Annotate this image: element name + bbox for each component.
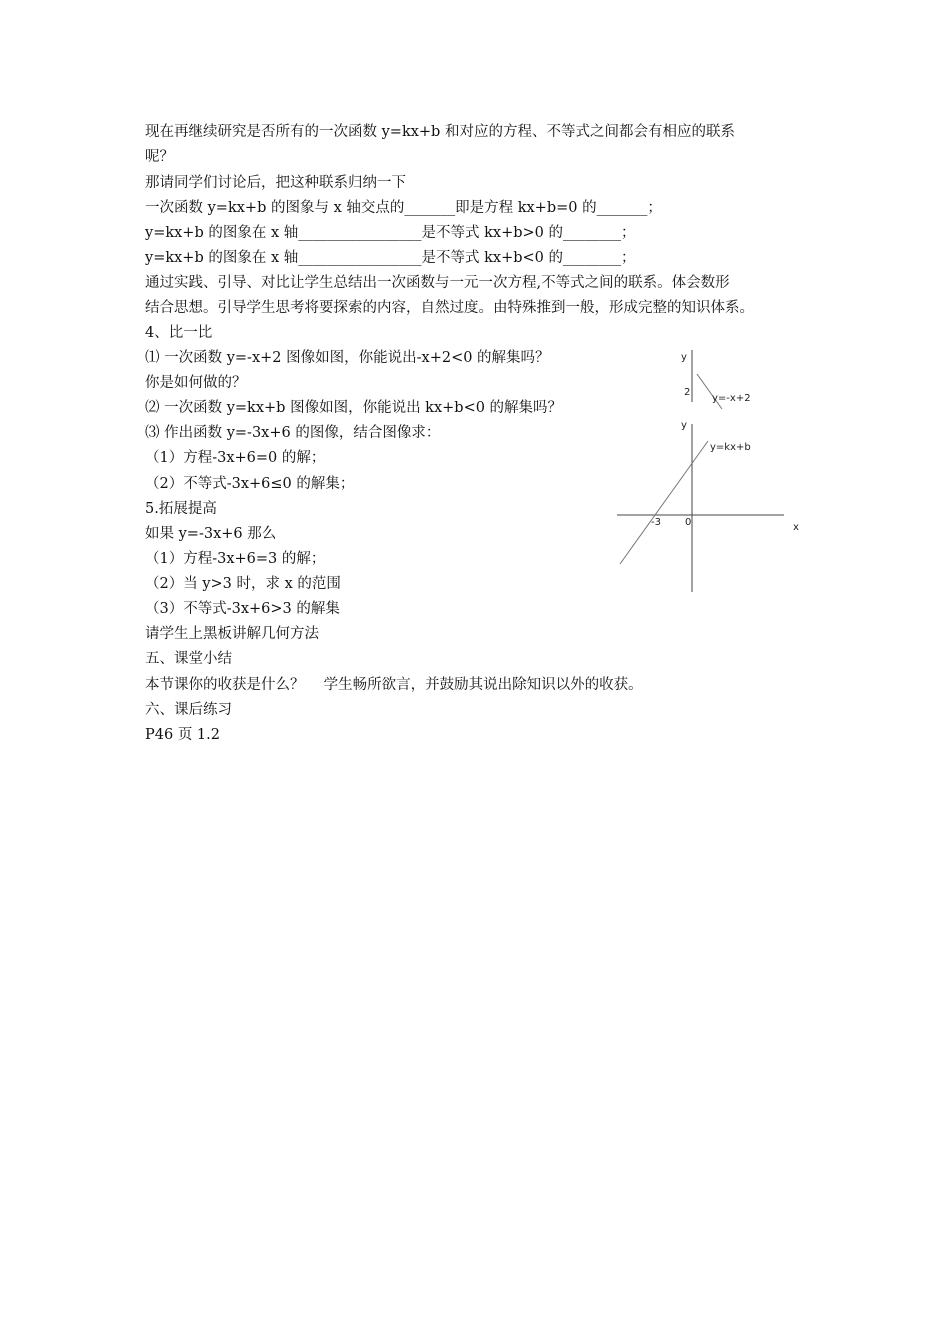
text-line: 如果 y=-3x+6 那么 (145, 526, 277, 542)
graph1-intercept-label: 2 (684, 387, 691, 398)
text-line: （2）当 y>3 时，求 x 的范围 (145, 576, 341, 592)
graph2-origin-label: 0 (685, 517, 692, 528)
text-line: （3）不等式-3x+6>3 的解集 (145, 601, 340, 617)
text-line: y=kx+b 的图象在 x 轴_________________是不等式 kx+b<0 的________； (145, 250, 636, 266)
section-heading: 六、课后练习 (145, 702, 232, 718)
text-line: 一次函数 y=kx+b 的图象与 x 轴交点的_______即是方程 kx+b=0 的_______； (145, 200, 662, 216)
text-line: 结合思想。引导学生思考将要探索的内容，自然过度。由特殊推到一般，形成完整的知识体系。 (145, 300, 754, 316)
graph-figure (612, 344, 812, 594)
text-line: 现在再继续研究是否所有的一次函数 y=kx+b 和对应的方程、不等式之间都会有相应的联系 (145, 124, 735, 140)
text-line: （1）方程-3x+6=0 的解； (145, 450, 326, 466)
graph2-x-label: x (793, 522, 799, 533)
text-line: ⑴ 一次函数 y=-x+2 图像如图，你能说出-x+2<0 的解集吗？ (145, 350, 550, 366)
graph1-y-label: y (681, 352, 687, 363)
text-line: 那请同学们讨论后，把这种联系归纳一下 (145, 175, 406, 191)
text-line: ⑵ 一次函数 y=kx+b 图像如图，你能说出 kx+b<0 的解集吗？ (145, 400, 563, 416)
graph2-x-intercept-label: -3 (651, 517, 661, 528)
graph2-line-label: y=kx+b (710, 442, 751, 453)
text-line: （1）方程-3x+6=3 的解； (145, 551, 326, 567)
text-line: 呢？ (145, 149, 174, 165)
graph1-line-label: y=-x+2 (712, 393, 751, 404)
text-line: 通过实践、引导、对比让学生总结出一次函数与一元一次方程,不等式之间的联系。体会数形 (145, 275, 730, 291)
graph2-y-label: y (681, 420, 687, 431)
text-line: y=kx+b 的图象在 x 轴_________________是不等式 kx+b>0 的________； (145, 225, 636, 241)
section-heading: 5.拓展提高 (145, 501, 217, 517)
text-line: 本节课你的收获是什么？ 学生畅所欲言，并鼓励其说出除知识以外的收获。 (145, 677, 643, 693)
text-line: ⑶ 作出函数 y=-3x+6 的图像，结合图像求： (145, 425, 441, 441)
text-line: 你是如何做的？ (145, 375, 247, 391)
text-line: P46 页 1.2 (145, 727, 220, 743)
section-heading: 五、课堂小结 (145, 651, 232, 667)
graph2-line (620, 441, 708, 564)
text-line: 请学生上黑板讲解几何方法 (145, 626, 319, 642)
section-heading: 4、比一比 (145, 325, 213, 341)
text-line: （2）不等式-3x+6≤0 的解集； (145, 476, 355, 492)
